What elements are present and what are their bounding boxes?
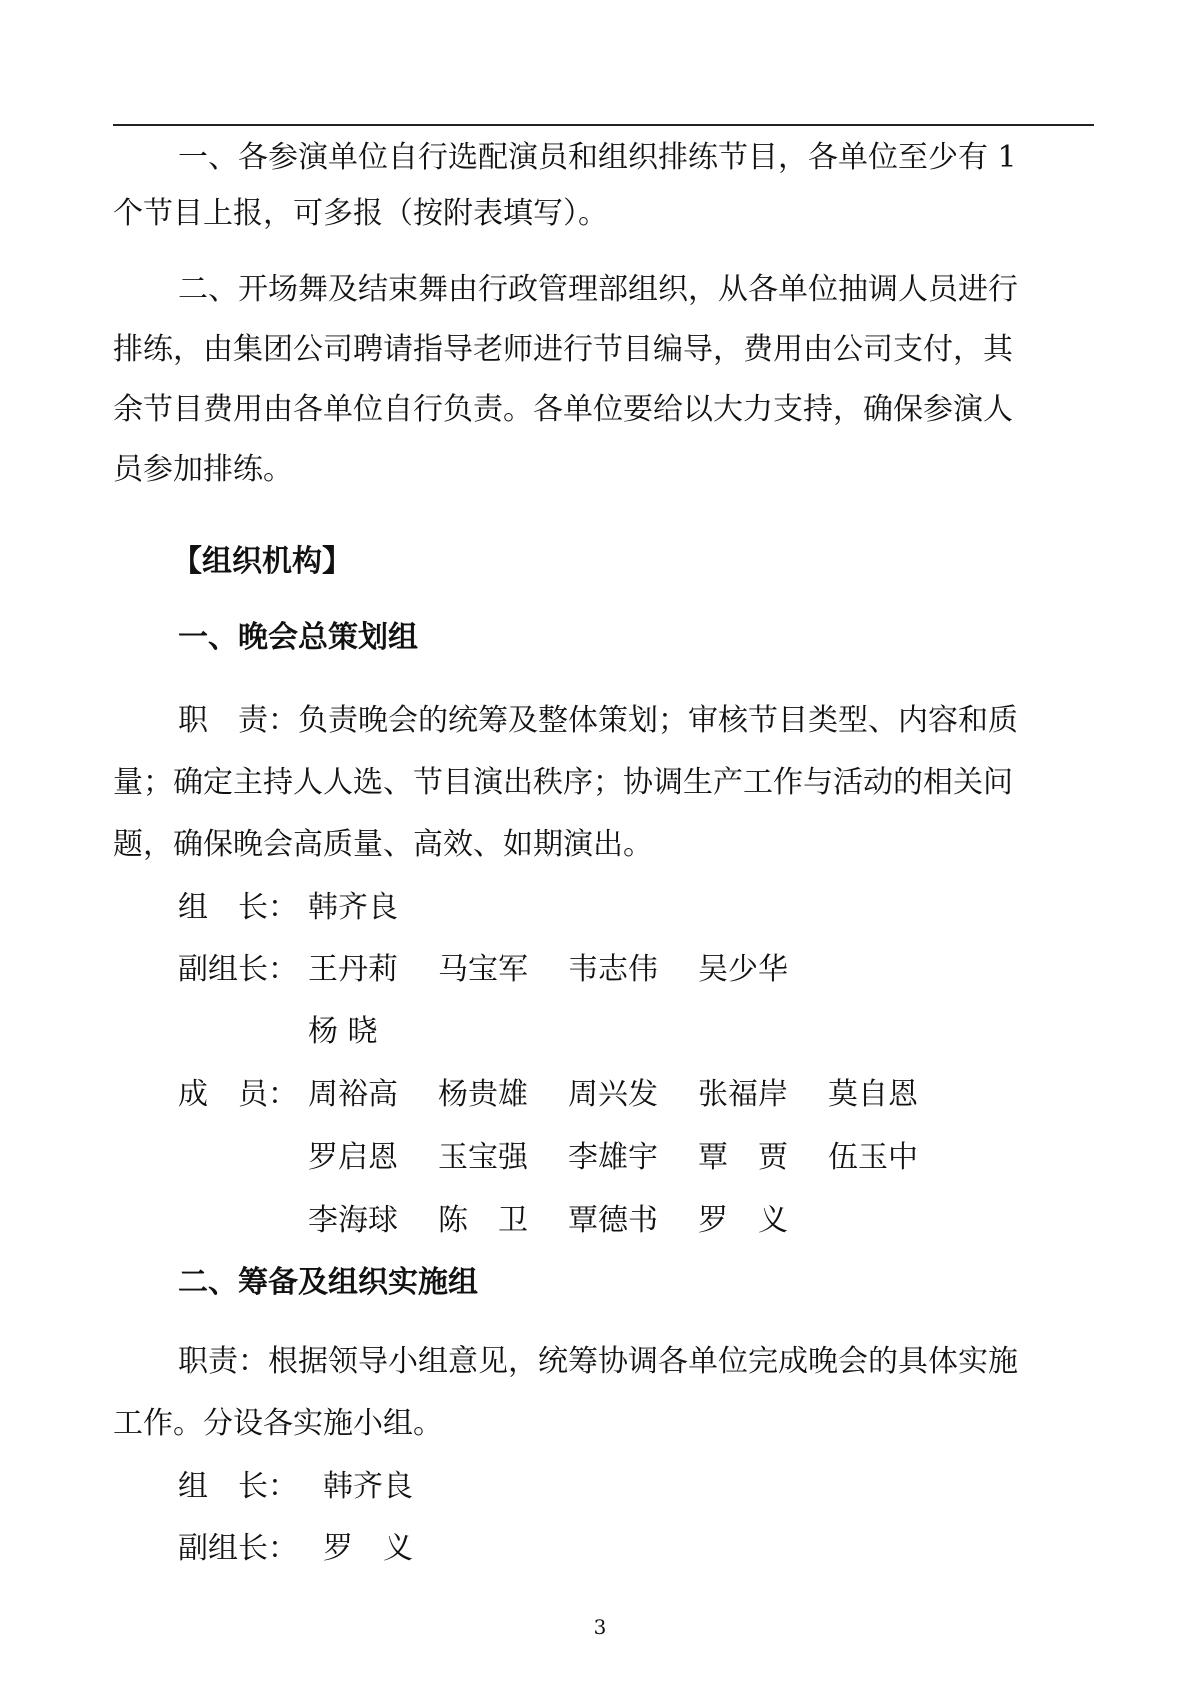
group-2-leader: 韩齐良 xyxy=(323,1469,413,1504)
group-2-duty-line-2: 工作。分设各实施小组。 xyxy=(113,1406,443,1441)
page-number: 3 xyxy=(593,1615,607,1639)
group-1-title: 一、晚会总策划组 xyxy=(178,620,418,655)
group-1-leader-label: 组 长： xyxy=(178,890,298,925)
group-1-member-name: 罗启恩 xyxy=(308,1140,398,1175)
header-rule xyxy=(113,124,1094,126)
paragraph-2-line-3: 余节目费用由各单位自行负责。各单位要给以大力支持，确保参演人 xyxy=(113,392,1013,427)
group-1-member-name: 玉宝强 xyxy=(438,1140,528,1175)
group-1-member-name: 罗 义 xyxy=(698,1203,788,1238)
group-1-member-name: 覃德书 xyxy=(568,1203,658,1238)
group-1-member-name: 周裕高 xyxy=(308,1077,398,1112)
group-1-member-name: 伍玉中 xyxy=(828,1140,918,1175)
section-title: 【组织机构】 xyxy=(172,544,352,579)
group-1-duty-line-2: 量；确定主持人人选、节目演出秩序；协调生产工作与活动的相关问 xyxy=(113,765,1013,800)
group-2-duty-line-1: 职责：根据领导小组意见，统筹协调各单位完成晚会的具体实施 xyxy=(178,1344,1018,1379)
group-1-member-name: 周兴发 xyxy=(568,1077,658,1112)
group-1-member-name: 杨贵雄 xyxy=(438,1077,528,1112)
paragraph-1-line-2: 个节目上报，可多报（按附表填写）。 xyxy=(113,196,608,231)
group-1-deputy-label: 副组长： xyxy=(178,952,298,987)
group-1-deputy-name: 韦志伟 xyxy=(568,952,658,987)
group-2-deputy: 罗 义 xyxy=(323,1531,413,1566)
paragraph-2-line-4: 员参加排练。 xyxy=(113,452,293,487)
group-1-deputy-name: 马宝军 xyxy=(438,952,528,987)
group-2-leader-label: 组 长： xyxy=(178,1469,298,1504)
group-2-deputy-label: 副组长： xyxy=(178,1531,298,1566)
group-1-member-name: 覃 贾 xyxy=(698,1140,788,1175)
group-1-duty-line-3: 题，确保晚会高质量、高效、如期演出。 xyxy=(113,827,653,862)
group-1-member-name: 莫自恩 xyxy=(828,1077,918,1112)
group-1-member-name: 李海球 xyxy=(308,1203,398,1238)
group-1-deputy-name: 杨 晓 xyxy=(308,1014,378,1049)
group-1-member-name: 张福岸 xyxy=(698,1077,788,1112)
group-1-member-name: 李雄宇 xyxy=(568,1140,658,1175)
group-2-title: 二、筹备及组织实施组 xyxy=(178,1265,478,1300)
paragraph-1-line-1: 一、各参演单位自行选配演员和组织排练节目，各单位至少有 1 xyxy=(178,140,1017,175)
group-1-deputy-name: 王丹莉 xyxy=(308,952,398,987)
group-1-members-label: 成 员： xyxy=(178,1077,298,1112)
paragraph-2-line-2: 排练，由集团公司聘请指导老师进行节目编导，费用由公司支付，其 xyxy=(113,332,1013,367)
group-1-duty-line-1: 职 责：负责晚会的统筹及整体策划；审核节目类型、内容和质 xyxy=(178,703,1018,738)
group-1-member-name: 陈 卫 xyxy=(438,1203,528,1238)
group-1-leader: 韩齐良 xyxy=(308,890,398,925)
group-1-deputy-name: 吴少华 xyxy=(698,952,788,987)
paragraph-2-line-1: 二、开场舞及结束舞由行政管理部组织，从各单位抽调人员进行 xyxy=(178,272,1018,307)
